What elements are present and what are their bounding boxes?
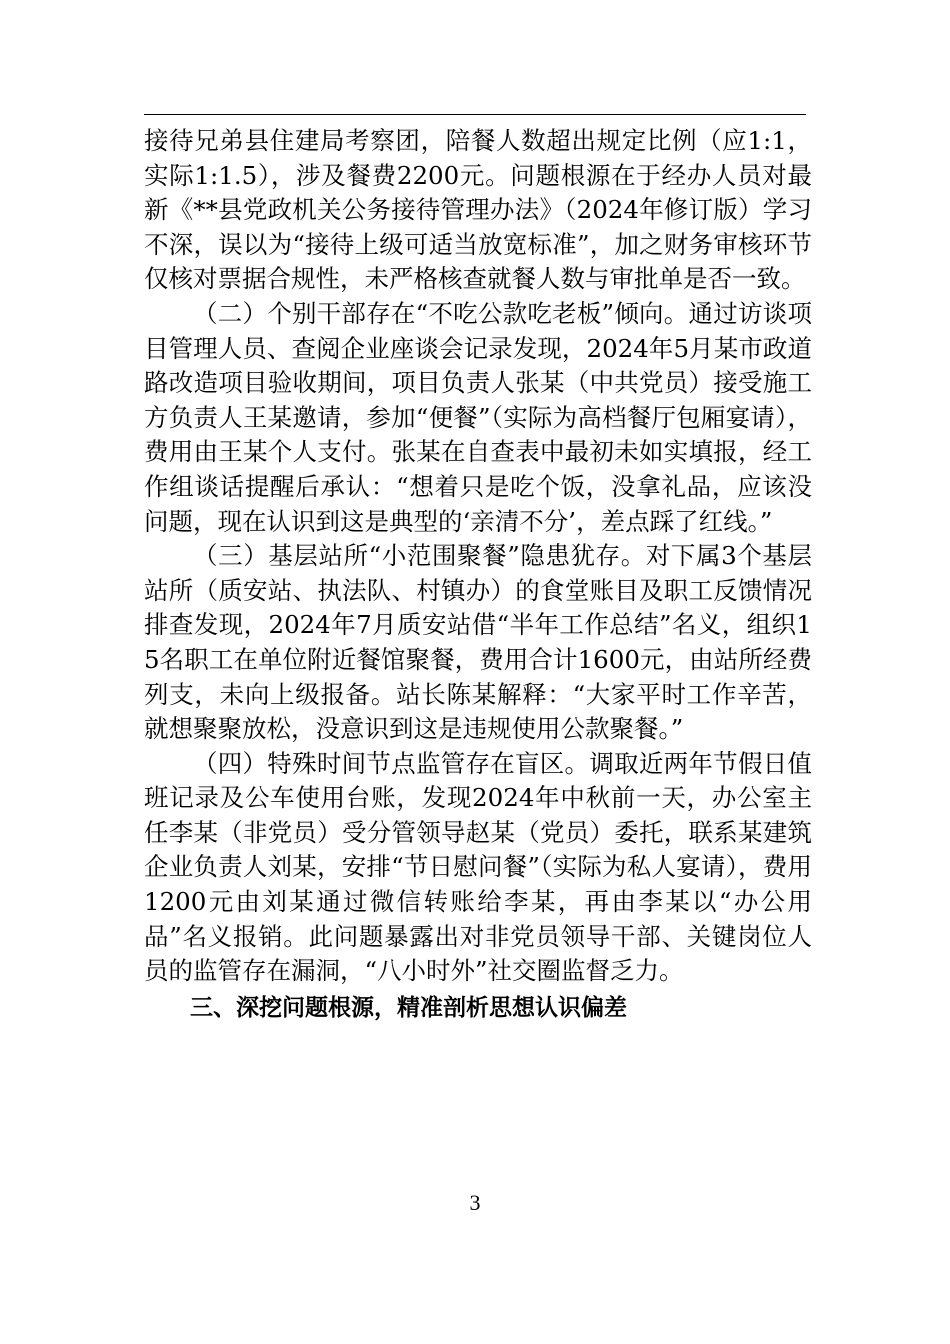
paragraph-item-3: （三）基层站所“小范围聚餐”隐患犹存。对下属3个基层站所（质安站、执法队、村镇办）的食堂账目及职工反馈情况排查发现，2024年7月质安站借“半年工作总结”名义，组织15名职工在单位附近餐馆聚餐，费用合计1600元，由站所经费列支，未向上级报备。站长陈某解释：“大家平时工作辛苦，就想聚聚放松，没意识到这是违规使用公款聚餐。”: [144, 541, 812, 744]
header-rule: [144, 114, 806, 115]
paragraph-item-2: （二）个别干部存在“不吃公款吃老板”倾向。通过访谈项目管理人员、查阅企业座谈会记录发现，2024年5月某市政道路改造项目验收期间，项目负责人张某（中共党员）接受施工方负责人王某邀请，参加“便餐”（实际为高档餐厅包厢宴请），费用由王某个人支付。张某在自查表中最初未如实填报，经工作组谈话提醒后承认：“想着只是吃个饭，没拿礼品，应该没问题，现在认识到这是典型的‘亲清不分’，差点踩了红线。”: [144, 298, 812, 536]
paragraph-continued: 接待兄弟县住建局考察团，陪餐人数超出规定比例（应1:1，实际1:1.5），涉及餐费2200元。问题根源在于经办人员对最新《**县党政机关公务接待管理办法》（2024年修订版）学习不深，误以为“接待上级可适当放宽标准”，加之财务审核环节仅核对票据合规性，未严格核查就餐人数与审批单是否一致。: [144, 126, 812, 294]
paragraph-item-4: （四）特殊时间节点监管存在盲区。调取近两年节假日值班记录及公车使用台账，发现2024年中秋前一天，办公室主任李某（非党员）受分管领导赵某（党员）委托，联系某建筑企业负责人刘某，安排“节日慰问餐”（实际为私人宴请），费用1200元由刘某通过微信转账给李某，再由李某以“办公用品”名义报销。此问题暴露出对非党员领导干部、关键岗位人员的监管存在漏洞，“八小时外”社交圈监督乏力。: [144, 748, 812, 986]
document-body: [144, 124, 812, 1025]
section-heading: 三、深挖问题根源，精准剖析思想认识偏差: [190, 994, 627, 1021]
page-number: 3: [469, 1190, 481, 1215]
